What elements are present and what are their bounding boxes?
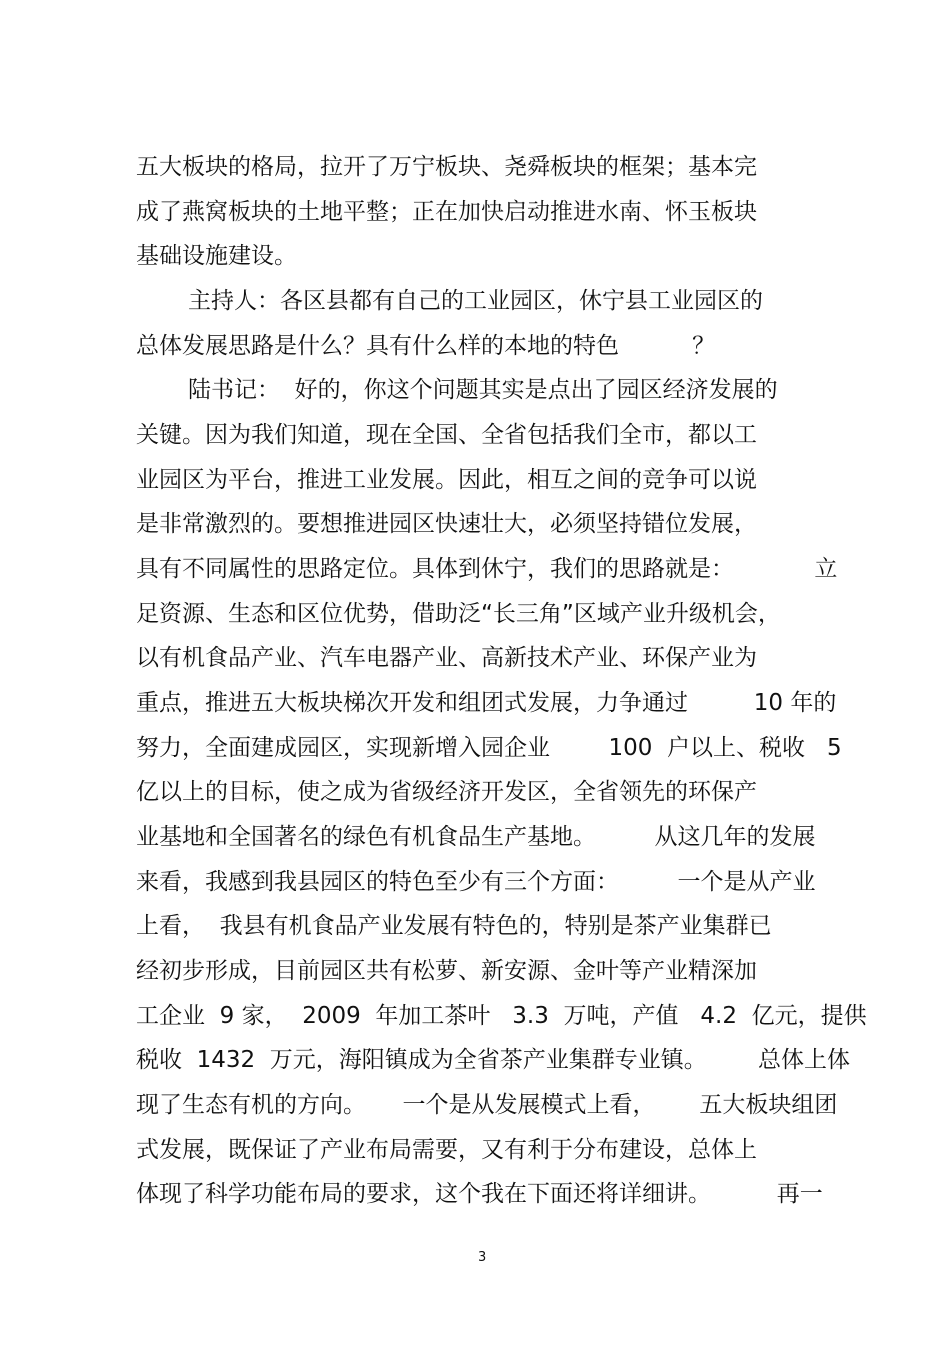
text-line-16: 业基地和全国著名的绿色有机食品生产基地。 从这几年的发展 bbox=[136, 824, 816, 850]
text-line-8: 业园区为平台，推进工业发展。因此，相互之间的竞争可以说 bbox=[136, 467, 757, 493]
text-line-24: 体现了科学功能布局的要求，这个我在下面还将详细讲。 再一 bbox=[136, 1181, 823, 1207]
text-line-1: 五大板块的格局，拉开了万宁板块、尧舜板块的框架；基本完 bbox=[136, 154, 757, 180]
text-line-23: 式发展，既保证了产业布局需要，又有利于分布建设，总体上 bbox=[136, 1137, 757, 1163]
text-line-13: 重点，推进五大板块梯次开发和组团式发展，力争通过 10 年的 bbox=[136, 690, 837, 716]
text-line-4: 主持人：各区县都有自己的工业园区，休宁县工业园区的 bbox=[188, 288, 763, 314]
text-line-5: 总体发展思路是什么？具有什么样的本地的特色 ？ bbox=[136, 333, 716, 359]
text-line-17: 来看，我感到我县园区的特色至少有三个方面： 一个是从产业 bbox=[136, 869, 816, 895]
page-number: 3 bbox=[478, 1250, 487, 1265]
text-line-6: 陆书记： 好的，你这个问题其实是点出了园区经济发展的 bbox=[188, 377, 778, 403]
text-line-15: 亿以上的目标，使之成为省级经济开发区，全省领先的环保产 bbox=[136, 779, 757, 805]
text-line-21: 税收 1432 万元，海阳镇成为全省茶产业集群专业镇。 总体上体 bbox=[136, 1047, 850, 1073]
text-line-22: 现了生态有机的方向。 一个是从发展模式上看， 五大板块组团 bbox=[136, 1092, 838, 1118]
text-line-10: 具有不同属性的思路定位。具体到休宁，我们的思路就是： 立 bbox=[136, 556, 838, 582]
text-line-7: 关键。因为我们知道，现在全国、全省包括我们全市，都以工 bbox=[136, 422, 757, 448]
text-line-2: 成了燕窝板块的土地平整；正在加快启动推进水南、怀玉板块 bbox=[136, 199, 757, 225]
text-line-11: 足资源、生态和区位优势，借助泛“长三角”区域产业升级机会， bbox=[136, 601, 781, 627]
text-line-9: 是非常激烈的。要想推进园区快速壮大，必须坚持错位发展， bbox=[136, 511, 757, 537]
text-line-12: 以有机食品产业、汽车电器产业、高新技术产业、环保产业为 bbox=[136, 645, 757, 671]
text-line-14: 努力，全面建成园区，实现新增入园企业 100 户以上、税收 5 bbox=[136, 735, 842, 761]
text-line-18: 上看， 我县有机食品产业发展有特色的，特别是茶产业集群已 bbox=[136, 913, 772, 939]
text-line-3: 基础设施建设。 bbox=[136, 243, 297, 269]
text-line-20: 工企业 9 家， 2009 年加工茶叶 3.3 万吨，产值 4.2 亿元，提供 bbox=[136, 1003, 867, 1029]
text-line-19: 经初步形成，目前园区共有松萝、新安源、金叶等产业精深加 bbox=[136, 958, 757, 984]
